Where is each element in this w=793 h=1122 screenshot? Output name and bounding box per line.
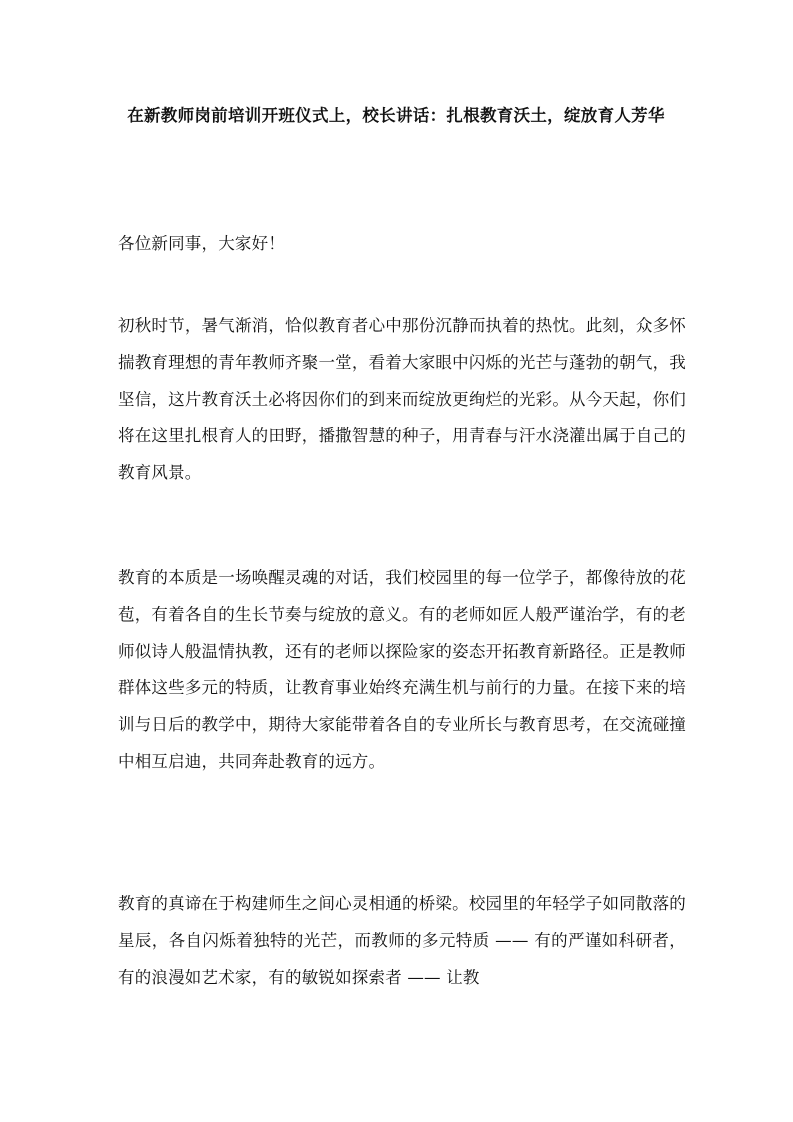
body-paragraph: 初秋时节，暑气渐消，恰似教育者心中那份沉静而执着的热忱。此刻，众多怀揣教育理想的青年教师齐聚一堂，看着大家眼中闪烁的光芒与蓬勃的朝气，我坚信，这片教育沃土必将因你们的到来而绽放更绚烂的光彩。从今天起，你们将在这里扎根育人的田野，播撒智慧的种子，用青春与汗水浇灌出属于自己的教育风景。 xyxy=(118,316,686,483)
body-paragraph: 教育的本质是一场唤醒灵魂的对话，我们校园里的每一位学子，都像待放的花苞，有着各自的生长节奏与绽放的意义。有的老师如匠人般严谨治学，有的老师似诗人般温情执教，还有的老师以探险家的姿态开拓教育新路径。正是教师群体这些多元的特质，让教育事业始终充满生机与前行的力量。在接下来的培训与日后的教学中，期待大家能带着各自的专业所长与教育思考，在交流碰撞中相互启迪，共同奔赴教育的远方。 xyxy=(118,568,686,771)
body-paragraph: 教育的真谛在于构建师生之间心灵相通的桥梁。校园里的年轻学子如同散落的星辰，各自闪烁着独特的光芒，而教师的多元特质 —— 有的严谨如科研者，有的浪漫如艺术家，有的敏锐如探索者 —— 让教 xyxy=(118,894,686,987)
greeting-paragraph: 各位新同事，大家好！ xyxy=(118,234,285,253)
document-title: 在新教师岗前培训开班仪式上，校长讲话：扎根教育沃土，绽放育人芳华 xyxy=(127,106,665,125)
